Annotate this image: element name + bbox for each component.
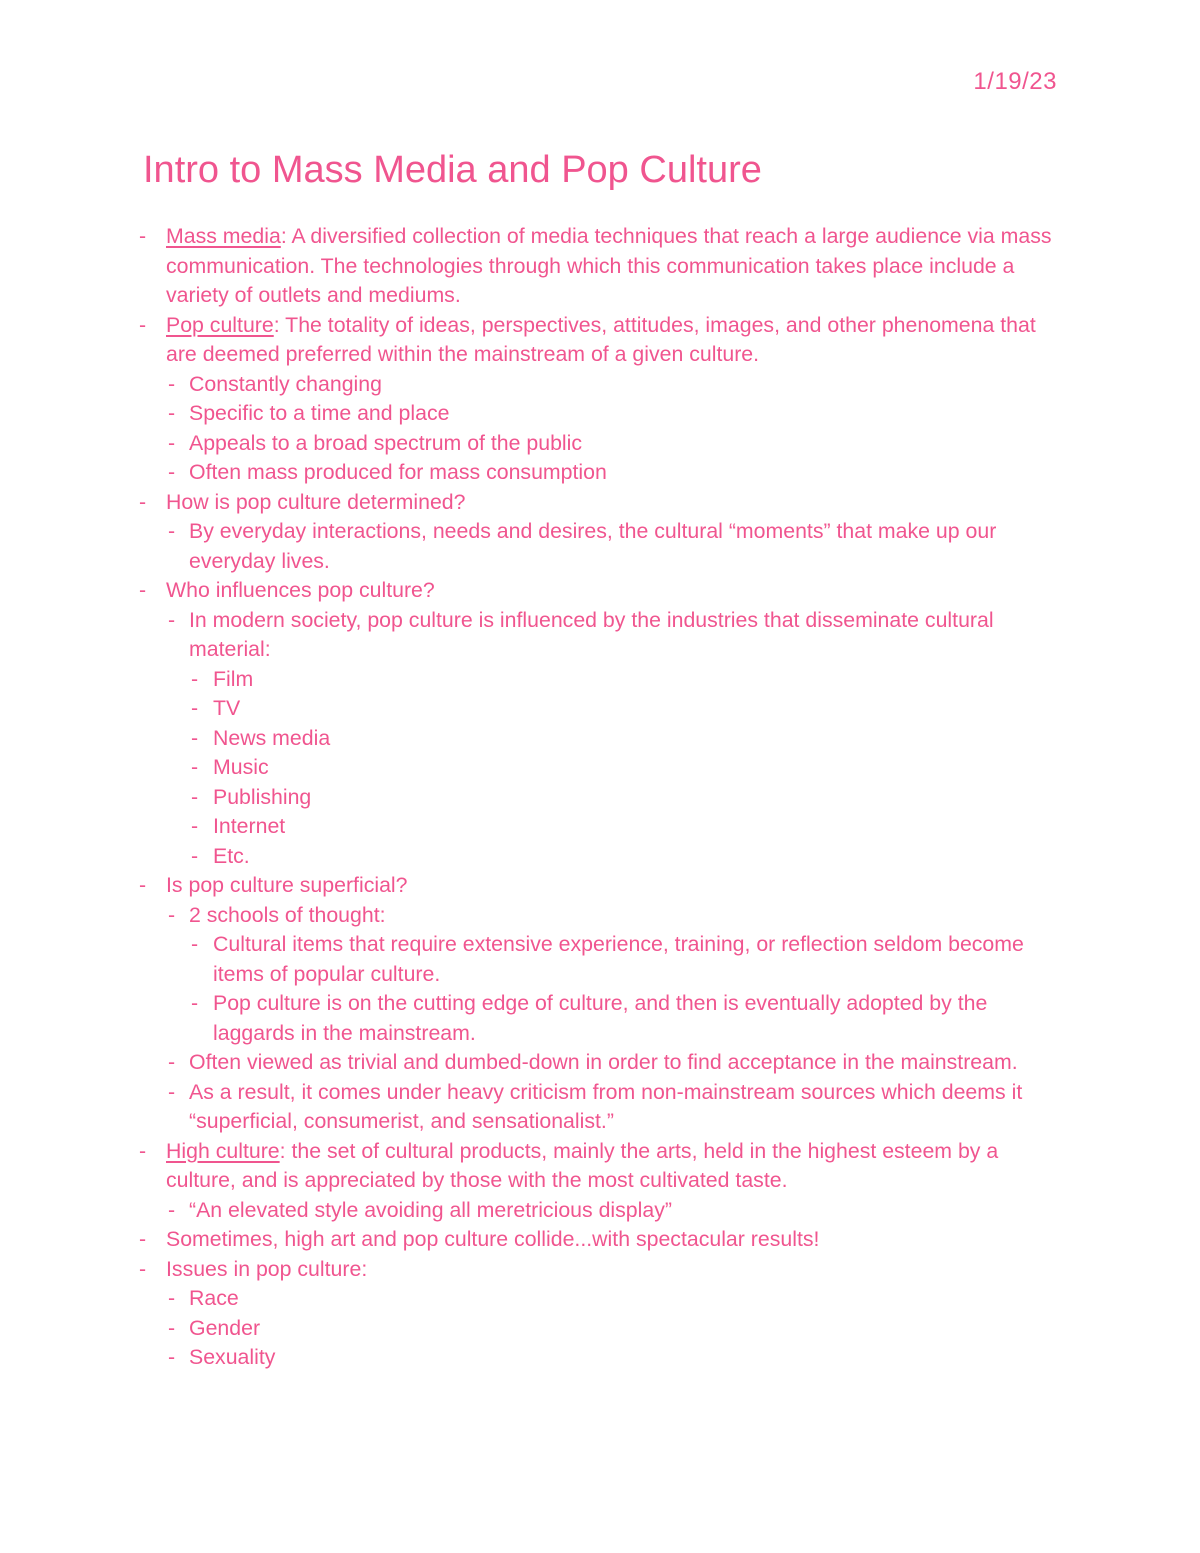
list-item [189, 724, 1067, 754]
sub-list [166, 1284, 1067, 1373]
bullet-dash: - [168, 430, 176, 455]
list-item [189, 930, 1067, 989]
list-item-text: TV [213, 696, 241, 720]
list-item-text: Appeals to a broad spectrum of the public [189, 430, 583, 455]
bullet-dash: - [139, 312, 147, 337]
sub-sub-list [189, 930, 1067, 1048]
list-item-text: In modern society, pop culture is influenced by the industries that disseminate cultural material: [189, 607, 994, 661]
list-item-text: 2 schools of thought: [189, 902, 386, 927]
bullet-dash: - [191, 755, 199, 779]
term-high-culture: High culture [166, 1138, 280, 1163]
list-item-text: Pop culture is on the cutting edge of culture, and then is eventually adopted by the laggards in the mainstream. [213, 991, 988, 1045]
definition-high-culture: : the set of cultural products, mainly the arts, held in the highest esteem by a culture, and is appreciated by those with the most cultivated taste. [166, 1138, 999, 1192]
list-item [166, 1343, 1067, 1373]
bullet-dash: - [168, 1345, 176, 1369]
bullet-dash: - [191, 814, 199, 838]
bullet-dash: - [139, 578, 147, 602]
bullet-dash: - [191, 991, 199, 1015]
list-item-text: By everyday interactions, needs and desires, the cultural “moments” that make up our everyday lives. [189, 519, 997, 573]
list-item-text: Race [189, 1286, 239, 1310]
bullet-dash: - [139, 1256, 147, 1281]
term-pop-culture: Pop culture [166, 312, 274, 337]
list-item-text: Often mass produced for mass consumption [189, 460, 607, 484]
list-item-text: News media [213, 725, 331, 750]
list-item [166, 399, 1067, 429]
bullet-dash: - [191, 932, 199, 956]
list-item [166, 1048, 1067, 1078]
list-item-text: Etc. [213, 843, 250, 868]
bullet-dash: - [168, 401, 176, 425]
list-item [189, 783, 1067, 813]
question-superficial: Is pop culture superficial? [166, 873, 408, 897]
list-item [166, 606, 1067, 872]
statement-collide: Sometimes, high art and pop culture collide...with spectacular results! [166, 1227, 820, 1251]
list-item-text: Gender [189, 1315, 261, 1340]
bullet-dash: - [191, 843, 199, 868]
sub-list [166, 1196, 1067, 1226]
sub-sub-list [189, 665, 1067, 872]
bullet-dash: - [168, 1286, 176, 1310]
bullet-dash: - [139, 1227, 147, 1251]
list-item [189, 665, 1067, 695]
list-item [189, 989, 1067, 1048]
list-item [166, 517, 1067, 576]
note-date: 1/19/23 [973, 68, 1057, 95]
sub-list [166, 606, 1067, 872]
bullet-dash: - [191, 784, 199, 809]
list-item [166, 1284, 1067, 1314]
list-item-text: Music [213, 755, 269, 779]
list-item [189, 842, 1067, 872]
heading-issues: Issues in pop culture: [166, 1256, 368, 1281]
page-title: Intro to Mass Media and Pop Culture [143, 149, 762, 191]
list-item-text: Specific to a time and place [189, 401, 450, 425]
question-influences: Who influences pop culture? [166, 578, 435, 602]
bullet-dash: - [168, 1079, 176, 1104]
list-item [166, 429, 1067, 459]
question-determined: How is pop culture determined? [166, 489, 466, 514]
bullet-dash: - [139, 873, 147, 897]
list-item-influences [137, 576, 1067, 871]
bullet-list [137, 222, 1067, 1373]
bullet-dash: - [168, 519, 176, 543]
list-item-superficial [137, 871, 1067, 1137]
list-item-determined [137, 488, 1067, 577]
bullet-dash: - [168, 607, 176, 632]
bullet-dash: - [168, 460, 176, 484]
bullet-dash: - [168, 1197, 176, 1222]
sub-list [166, 370, 1067, 488]
list-item-text: Film [213, 666, 254, 691]
bullet-dash: - [191, 725, 199, 750]
list-item [166, 1196, 1067, 1226]
list-item-issues [137, 1255, 1067, 1373]
list-item-text: Cultural items that require extensive experience, training, or reflection seldom become items of popular culture. [213, 932, 1024, 986]
bullet-dash: - [191, 696, 199, 720]
list-item [166, 1314, 1067, 1344]
list-item [189, 694, 1067, 724]
bullet-dash: - [168, 902, 176, 927]
bullet-dash: - [168, 1050, 176, 1074]
bullet-dash: - [168, 371, 176, 396]
list-item-pop-culture [137, 311, 1067, 488]
list-item-text: Publishing [213, 784, 312, 809]
bullet-dash: - [191, 666, 199, 691]
list-item-high-culture [137, 1137, 1067, 1226]
list-item [166, 1078, 1067, 1137]
sub-list [166, 901, 1067, 1137]
definition-pop-culture: : The totality of ideas, perspectives, attitudes, images, and other phenomena that are deemed preferred within the mainstream of a given culture. [166, 312, 1036, 366]
list-item-mass-media [137, 222, 1067, 311]
bullet-dash: - [139, 224, 147, 248]
term-mass-media: Mass media [166, 224, 281, 248]
list-item [189, 812, 1067, 842]
list-item-text: As a result, it comes under heavy criticism from non-mainstream sources which deems it “superficial, consumerist, and sensationalist.” [189, 1079, 1023, 1133]
sub-list [166, 517, 1067, 576]
list-item [166, 370, 1067, 400]
list-item-text: Often viewed as trivial and dumbed-down in order to find acceptance in the mainstream. [189, 1050, 1018, 1074]
list-item [166, 458, 1067, 488]
list-item-text: Sexuality [189, 1345, 276, 1369]
list-item-text: Internet [213, 814, 286, 838]
notes-body [137, 222, 1067, 1373]
list-item [189, 753, 1067, 783]
list-item-collide [137, 1225, 1067, 1255]
bullet-dash: - [139, 489, 147, 514]
list-item-text: Constantly changing [189, 371, 382, 396]
list-item [166, 901, 1067, 1049]
definition-mass-media: : A diversified collection of media techniques that reach a large audience via mass communication. The technologies through which this communication takes place include a variety of outlets and mediums. [166, 224, 1052, 307]
bullet-dash: - [168, 1315, 176, 1340]
bullet-dash: - [139, 1138, 147, 1163]
list-item-text: “An elevated style avoiding all meretricious display” [189, 1197, 672, 1222]
